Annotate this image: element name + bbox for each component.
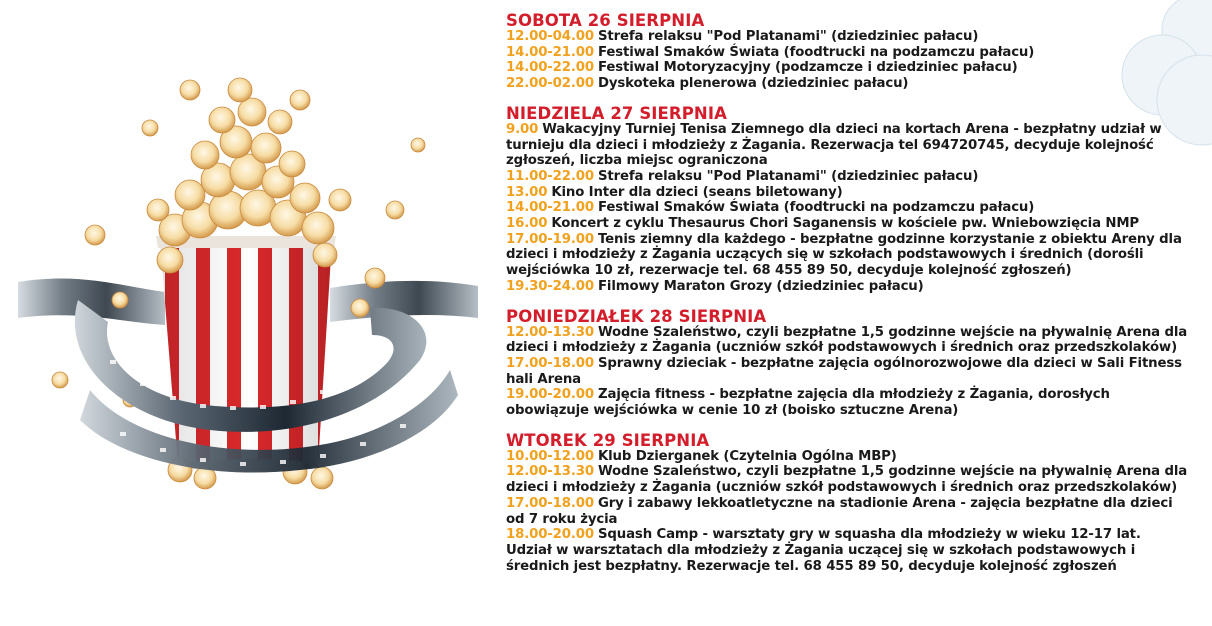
list-item [506, 496, 1196, 527]
event-time: 17.00-19.00 [506, 231, 594, 247]
day-sunday [506, 105, 1196, 295]
list-item [506, 122, 1196, 169]
event-text: Koncert z cyklu Thesaurus Chori Saganensis w kościele pw. Wniebowzięcia NMP [551, 216, 1140, 232]
day-monday [506, 308, 1196, 419]
day-title: SOBOTA 26 SIERPNIA [506, 11, 705, 30]
list-item [506, 279, 1196, 295]
list-item [506, 45, 1196, 61]
event-text: Wakacyjny Turniej Tenisa Ziemnego dla dzieci na kortach Arena - bezpłatny udział w turnieju dla dzieci i młodzieży z Żagania. Rezerwacja tel 694720745, decyduje kolejność zgłoszeń, liczba miejsc ograniczona [506, 121, 1162, 169]
event-time: 17.00-18.00 [506, 495, 594, 511]
list-item [506, 216, 1196, 232]
list-item [506, 325, 1196, 356]
event-time: 22.00-02.00 [506, 76, 594, 92]
popcorn-film-illustration [0, 60, 490, 500]
event-text: Strefa relaksu "Pod Platanami" (dziedziniec pałacu) [598, 29, 979, 44]
event-time: 14.00-22.00 [506, 60, 594, 76]
event-time: 19.30-24.00 [506, 278, 594, 294]
list-item [506, 464, 1196, 495]
popcorn-cup [156, 235, 336, 475]
list-item [506, 200, 1196, 216]
event-text: Wodne Szaleństwo, czyli bezpłatne 1,5 godzinne wejście na pływalnię Arena dla dzieci i młodzieży z Żagania (uczniów szkół podstawowych i średnich oraz przedszkolaków) [506, 324, 1188, 356]
event-time: 19.00-20.00 [506, 387, 594, 403]
event-text: Kino Inter dla dzieci (seans biletowany) [551, 184, 843, 200]
event-text: Gry i zabawy lekkoatletyczne na stadionie Arena - zajęcia bezpłatne dla dzieci od 7 roku życia [506, 495, 1173, 527]
event-text: Wodne Szaleństwo, czyli bezpłatne 1,5 godzinne wejście na pływalnię Arena dla dzieci i młodzieży z Żagania (uczniów szkół podstawowych i średnich oraz przedszkolaków) [506, 464, 1188, 496]
event-time: 12.00-13.30 [506, 464, 594, 480]
event-time: 14.00-21.00 [506, 44, 594, 60]
list-item [506, 76, 1196, 92]
list-item [506, 356, 1196, 387]
event-time: 11.00-22.00 [506, 168, 594, 184]
event-time: 16.00 [506, 216, 548, 232]
event-text: Festiwal Smaków Świata (foodtrucki na podzamczu pałacu) [598, 200, 1035, 216]
event-time: 9.00 [506, 121, 539, 137]
event-text: Sprawny dzieciak - bezpłatne zajęcia ogólnorozwojowe dla dzieci w Sali Fitness hali Arena [506, 355, 1182, 387]
list-item [506, 169, 1196, 185]
list-item [506, 449, 1196, 465]
event-text: Filmowy Maraton Grozy (dziedziniec pałacu) [598, 278, 924, 294]
list-item [506, 527, 1196, 574]
event-text: Zajęcia fitness - bezpłatne zajęcia dla młodzieży z Żagania, dorosłych obowiązuje wejściówka w cenie 10 zł (boisko sztuczne Arena) [506, 387, 1110, 419]
event-text: Strefa relaksu "Pod Platanami" (dziedziniec pałacu) [598, 168, 979, 184]
event-text: Tenis ziemny dla każdego - bezpłatne godzinne korzystanie z obiektu Areny dla dzieci i młodzieży z Żagania uczących się w szkołach podstawowych i średnich (dorośli wejściówka 10 zł, rezerwacje tel. 68 455 89 50, decyduje kolejność zgłoszeń) [506, 231, 1182, 279]
event-time: 14.00-21.00 [506, 200, 594, 216]
event-text: Festiwal Motoryzacyjny (podzamcze i dziedziniec pałacu) [598, 60, 1018, 76]
event-time: 18.00-20.00 [506, 527, 594, 543]
schedule [506, 12, 1196, 587]
list-item [506, 29, 1196, 45]
event-time: 13.00 [506, 184, 548, 200]
list-item [506, 232, 1196, 279]
day-title: WTOREK 29 SIERPNIA [506, 430, 710, 450]
event-time: 12.00-04.00 [506, 29, 594, 44]
day-tuesday [506, 432, 1196, 575]
day-title: PONIEDZIAŁEK 28 SIERPNIA [506, 306, 767, 326]
list-item [506, 185, 1196, 201]
event-text: Squash Camp - warsztaty gry w squasha dla młodzieży w wieku 12-17 lat. Udział w warsztatach dla młodzieży z Żagania uczącej się w szkołach podstawowych i średnich jest bezpłatny. Rezerwacje tel. 68 455 89 50, decyduje kolejność zgłoszeń [506, 527, 1141, 574]
day-title: NIEDZIELA 27 SIERPNIA [506, 103, 727, 123]
list-item [506, 387, 1196, 418]
event-text: Festiwal Smaków Świata (foodtrucki na podzamczu pałacu) [598, 44, 1035, 60]
event-time: 12.00-13.30 [506, 324, 594, 340]
list-item [506, 60, 1196, 76]
day-saturday [506, 12, 1196, 92]
event-text: Klub Dzierganek (Czytelnia Ogólna MBP) [598, 448, 897, 464]
event-time: 17.00-18.00 [506, 355, 594, 371]
event-text: Dyskoteka plenerowa (dziedziniec pałacu) [598, 76, 909, 92]
event-time: 10.00-12.00 [506, 448, 594, 464]
